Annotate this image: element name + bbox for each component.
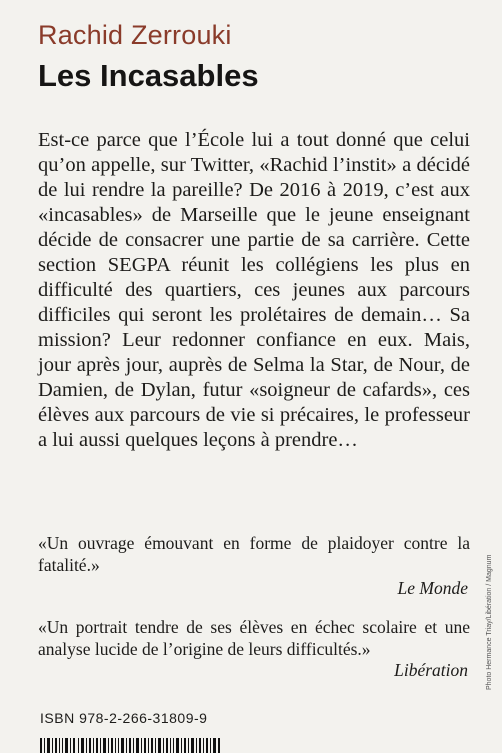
review-source-2: Libération <box>394 660 468 680</box>
isbn-text: ISBN 978-2-266-31809-9 <box>40 710 208 726</box>
barcode-icon <box>40 738 220 753</box>
review-quote-1: «Un ouvrage émouvant en forme de plaidoyer contre la fatalité.» <box>38 533 470 575</box>
book-blurb: Est-ce parce que l’École lui a tout donné que celui qu’on appelle, sur Twitter, «Rachid l’instit» a décidé de lui rendre la pareille? De 2016 à 2019, c’est aux «incasables» de Marseille que le jeune enseignant décide de consacrer une partie de sa carrière. Cette section SEGPA réunit les collégiens les plus en difficulté des quartiers, ces jeunes aux parcours difficiles qui seront les prolétaires de demain… Sa mission? Leur redonner confiance en eux. Mais, jour après jour, auprès de Selma la Star, de Nour, de Damien, de Dylan, futur «soigneur de cafards», ces élèves aux parcours de vie si précaires, le professeur a lui aussi quelques leçons à prendre… <box>38 129 470 451</box>
photo-credit: Photo Hermance Triay/Libération / Magnum <box>486 554 493 690</box>
review-source-1: Le Monde <box>397 578 468 598</box>
review-quote-2: «Un portrait tendre de ses élèves en échec scolaire et une analyse lucide de l’origine de leurs difficultés.» <box>38 617 470 659</box>
author-name: Rachid Zerrouki <box>38 20 232 50</box>
book-title: Les Incasables <box>38 58 259 93</box>
